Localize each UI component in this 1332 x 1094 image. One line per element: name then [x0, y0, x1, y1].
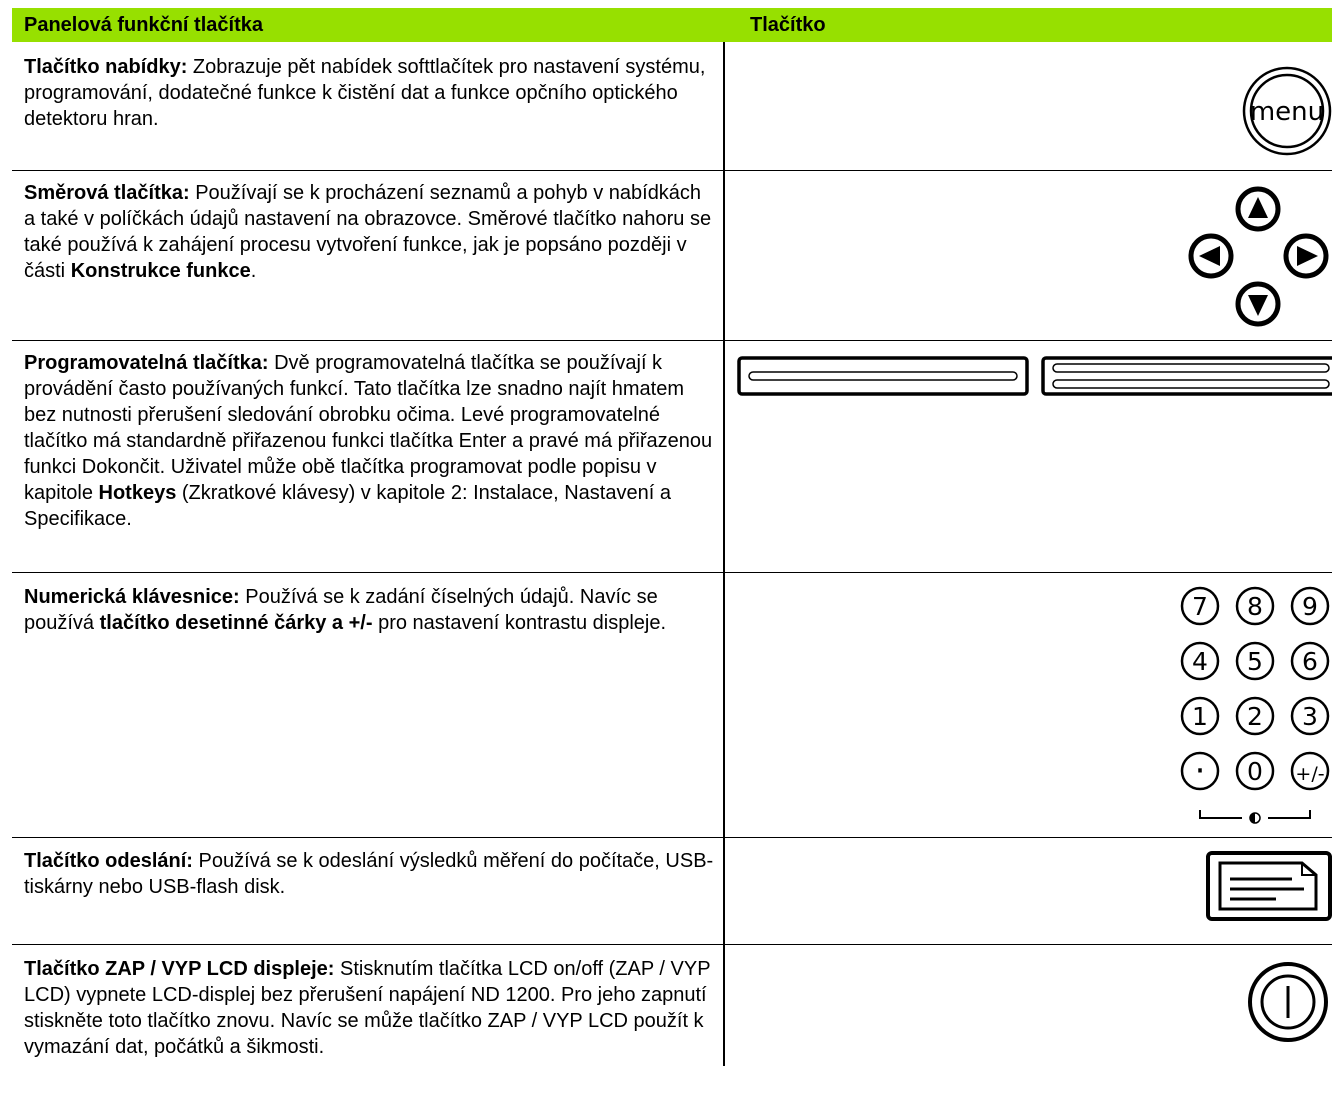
row-title: Tlačítko ZAP / VYP LCD displeje:	[24, 958, 335, 980]
keypad-key-label: 1	[1192, 702, 1208, 731]
keypad-key-label: 8	[1247, 592, 1263, 621]
arrow-keys-icon[interactable]	[1186, 184, 1332, 330]
row-divider	[12, 340, 1332, 341]
keypad-key[interactable]	[1182, 751, 1218, 791]
keypad-key[interactable]	[1237, 753, 1273, 789]
arrow-right-key	[1286, 236, 1326, 276]
keypad-key-label: 4	[1192, 647, 1208, 676]
menu-key-label: menu	[1249, 97, 1325, 127]
keypad-key[interactable]	[1237, 643, 1273, 679]
row-divider	[12, 572, 1332, 573]
row-title: Tlačítko odeslání:	[24, 850, 193, 872]
power-icon[interactable]	[1246, 960, 1330, 1044]
row-text: Zobrazuje pět nabídek softtlačítek pro nastavení systému, programování, dodatečné funkce k čistění dat a funkce opčního optického detektoru hran.	[24, 56, 706, 130]
row-text: Používá se k zadání číselných údajů. Navíc se používá	[24, 586, 658, 634]
keypad-key-label: 3	[1302, 702, 1318, 731]
row-text: Stisknutím tlačítka LCD on/off (ZAP / VYP LCD) vypnete LCD-displej bez přerušení napájení ND 1200. Pro jeho zapnutí stiskněte toto tlačítko znovu. Navíc se může tlačítko ZAP / VYP LCD použít k vymazání dat, počátků a šikmosti.	[24, 958, 711, 1058]
keypad-key[interactable]	[1292, 588, 1328, 624]
table-header	[12, 8, 1332, 42]
send-icon[interactable]	[1206, 851, 1332, 921]
row-bold-ref: Konstrukce funkce	[70, 260, 251, 282]
menu-button-icon[interactable]	[1240, 66, 1330, 156]
keypad-key[interactable]	[1237, 698, 1273, 734]
row-hotkeys-description	[24, 350, 714, 532]
column-header-functions: Panelová funkční tlačítka	[24, 14, 263, 36]
keypad-key-label: 6	[1302, 647, 1318, 676]
row-menu-description	[24, 54, 714, 132]
row-title: Numerická klávesnice:	[24, 586, 240, 608]
keypad-key-label: 9	[1302, 592, 1318, 621]
row-text: Používají se k procházení seznamů a pohyb v nabídkách a také v políčkách údajů nastavení na obrazovce. Směrové tlačítko nahoru se také používá k zahájení procesu vytvoření funkce, jak je popsáno později v části	[24, 182, 712, 282]
keypad-key[interactable]	[1182, 643, 1218, 679]
row-bold-ref: tlačítko desetinné čárky a +/-	[99, 612, 373, 634]
row-text: Dvě programovatelná tlačítka se používají k provádění často používaných funkcí. Tato tlačítka lze snadno najít hmatem bez nutnosti přerušení sledování obrobku očima. Levé programovatelné tlačítko má standardně přiřazenou funkci tlačítka Enter a pravé má přiřazenou funkci Dokončit. Uživatel může obě tlačítka programovat podle popisu v kapitole	[24, 352, 713, 504]
row-arrows-description	[24, 180, 714, 284]
keypad-key-label: 2	[1247, 702, 1263, 731]
row-text-end: pro nastavení kontrastu displeje.	[372, 612, 667, 634]
row-divider	[12, 837, 1332, 838]
keypad-key[interactable]	[1237, 588, 1273, 624]
row-title: Směrová tlačítka:	[24, 182, 190, 204]
row-text-end: .	[250, 260, 257, 282]
row-text-end: (Zkratkové klávesy) v kapitole 2: Instalace, Nastavení a Specifikace.	[24, 482, 671, 530]
row-power-description	[24, 956, 714, 1060]
numeric-keypad-icon[interactable]	[1180, 580, 1332, 830]
keypad-key-label: +/-	[1295, 763, 1325, 785]
keypad-key[interactable]	[1292, 753, 1328, 789]
row-title: Tlačítko nabídky:	[24, 56, 188, 78]
keypad-key-label: ·	[1194, 751, 1206, 791]
arrow-up-key	[1238, 189, 1278, 229]
keypad-key[interactable]	[1182, 588, 1218, 624]
row-send-description	[24, 848, 714, 900]
row-divider	[12, 944, 1332, 945]
keypad-key[interactable]	[1182, 698, 1218, 734]
left-hotkey	[739, 358, 1027, 394]
hotkeys-icon[interactable]	[737, 355, 1332, 397]
arrow-down-key	[1238, 284, 1278, 324]
keypad-key-label: 5	[1247, 647, 1263, 676]
right-hotkey	[1043, 358, 1332, 394]
keypad-key[interactable]	[1292, 698, 1328, 734]
contrast-icon	[1250, 813, 1260, 823]
row-title: Programovatelná tlačítka:	[24, 352, 269, 374]
column-header-key: Tlačítko	[750, 14, 826, 36]
keypad-key-label: 0	[1247, 757, 1263, 786]
row-text: Používá se k odeslání výsledků měření do počítače, USB-tiskárny nebo USB-flash disk.	[24, 850, 714, 898]
row-keypad-description	[24, 584, 714, 636]
arrow-left-key	[1191, 236, 1231, 276]
keypad-key[interactable]	[1292, 643, 1328, 679]
row-bold-ref: Hotkeys	[98, 482, 177, 504]
row-divider	[12, 170, 1332, 171]
keypad-key-label: 7	[1192, 592, 1208, 621]
column-divider	[723, 42, 725, 1066]
